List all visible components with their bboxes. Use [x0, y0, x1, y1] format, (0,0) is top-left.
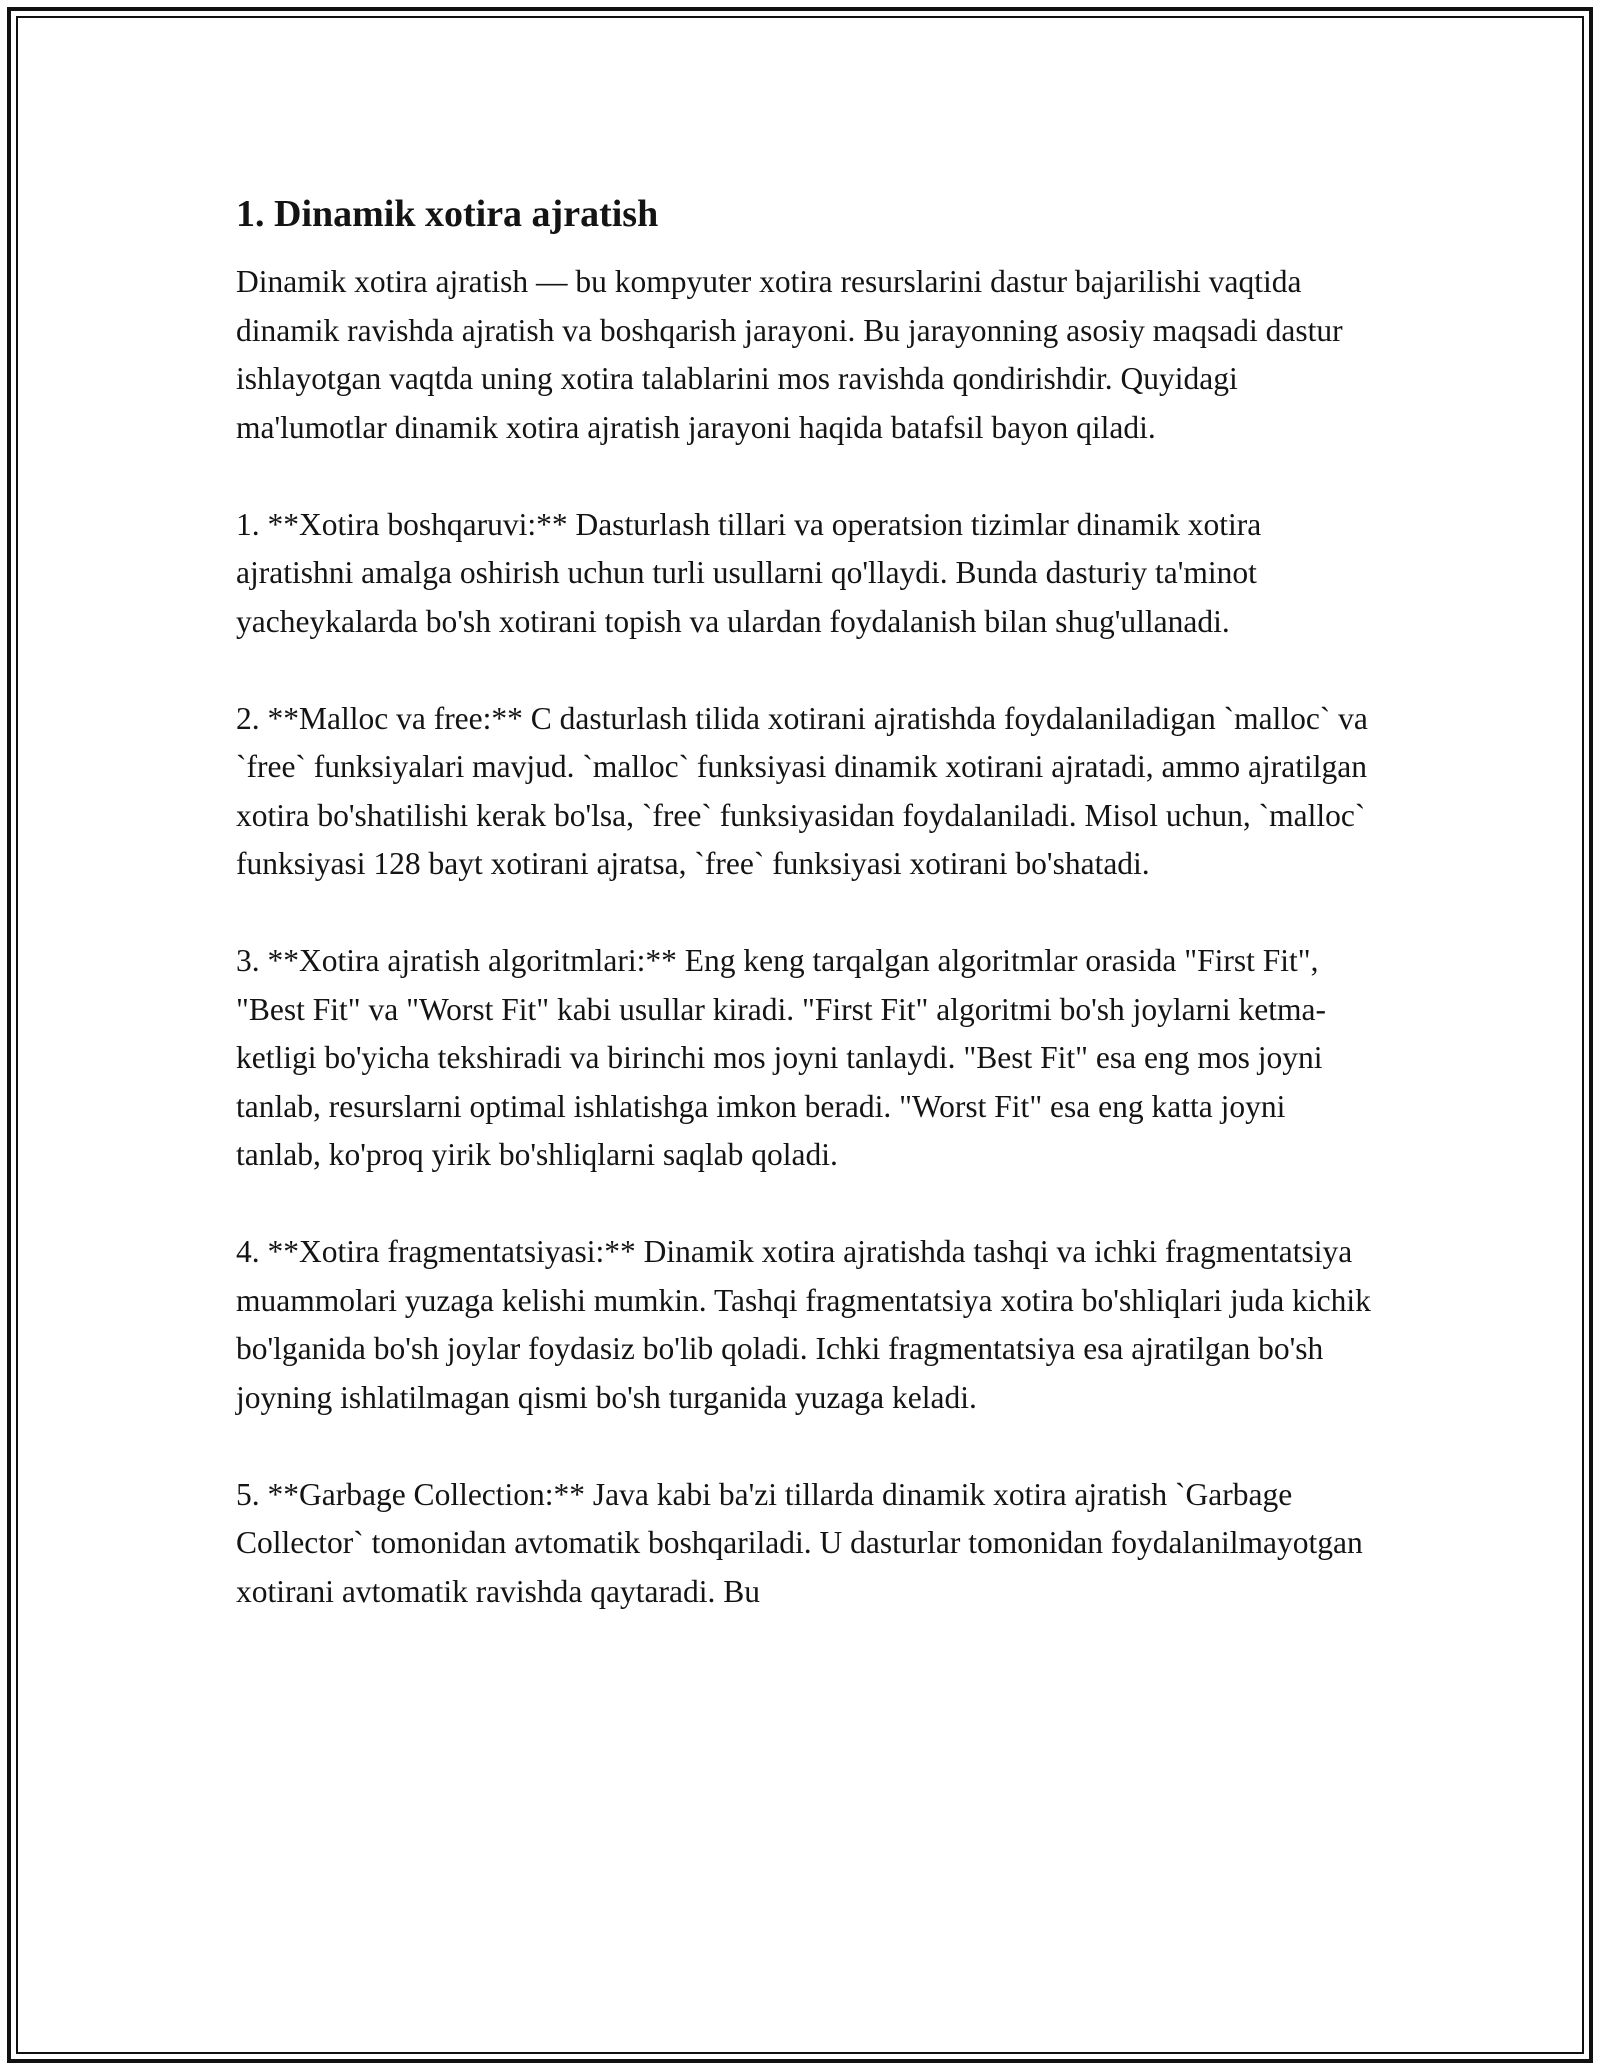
list-item-fragmentation: 4. **Xotira fragmentatsiyasi:** Dinamik xotira ajratishda tashqi va ichki fragmentatsiya muammolari yuzaga kelishi mumkin. Tashqi fragmentatsiya xotira bo'shliqlari juda kichik bo'lganida bo'sh joylar foydasiz bo'lib qoladi. Ichki fragmentatsiya esa ajratilgan bo'sh joyning ishlatilmagan qismi bo'sh turganida yuzaga keladi. — [236, 1234, 1371, 1415]
list-item-garbage-collection: 5. **Garbage Collection:** Java kabi ba'zi tillarda dinamik xotira ajratish `Garbage Collector` tomonidan avtomatik boshqariladi. U dasturlar tomonidan foydalanilmayotgan xotirani avtomatik ravishda qaytaradi. Bu — [236, 1476, 1363, 1609]
list-item-allocation-algorithms: 3. **Xotira ajratish algoritmlari:** Eng keng tarqalgan algoritmlar orasida "First Fit", "Best Fit" va "Worst Fit" kabi usullar kiradi. "First Fit" algoritmi bo'sh joylarni ketma-ketligi bo'yicha tekshiradi va birinchi mos joyni tanlaydi. "Best Fit" esa eng mos joyni tanlab, resurslarni optimal ishlatishga imkon beradi. "Worst Fit" esa eng katta joyni tanlab, ko'proq yirik bo'shliqlarni saqlab qoladi. — [236, 943, 1326, 1172]
list-item-memory-management: 1. **Xotira boshqaruvi:** Dasturlash tillari va operatsion tizimlar dinamik xotira ajratishni amalga oshirish uchun turli usullarni qo'llaydi. Bunda dasturiy ta'minot yacheykalarda bo'sh xotirani topish va ulardan foydalanish bilan shug'ullanadi. — [236, 506, 1262, 639]
section-heading: 1. Dinamik xotira ajratish — [236, 193, 659, 235]
document-body — [236, 180, 1376, 1665]
list-item-malloc-free: 2. **Malloc va free:** C dasturlash tilida xotirani ajratishda foydalaniladigan `malloc` va `free` funksiyalari mavjud. `malloc` funksiyasi dinamik xotirani ajratadi, ammo ajratilgan xotira bo'shatilishi kerak bo'lsa, `free` funksiyasidan foydalaniladi. Misol uchun, `malloc` funksiyasi 128 bayt xotirani ajratsa, `free` funksiyasi xotirani bo'shatadi. — [236, 700, 1368, 881]
intro-paragraph: Dinamik xotira ajratish — bu kompyuter xotira resurslarini dastur bajarilishi vaqtida dinamik ravishda ajratish va boshqarish jarayoni. Bu jarayonning asosiy maqsadi dastur ishlayotgan vaqtda uning xotira talablarini mos ravishda qondirishdir. Quyidagi ma'lumotlar dinamik xotira ajratish jarayoni haqida batafsil bayon qiladi. — [236, 264, 1343, 445]
